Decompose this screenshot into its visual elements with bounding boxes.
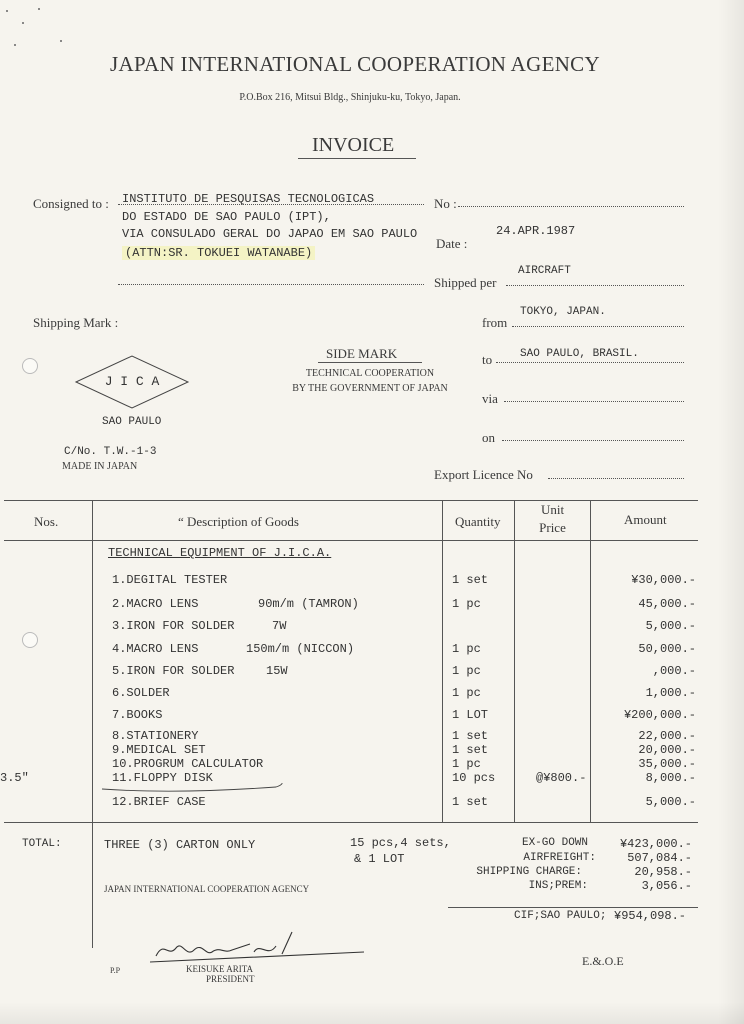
date-value: 24.APR.1987 xyxy=(496,224,576,238)
doc-title: INVOICE xyxy=(312,134,395,156)
header-nos: Nos. xyxy=(34,514,59,529)
item-description: 2.MACRO LENS xyxy=(112,597,199,611)
shipping-charge-label: SHIPPING CHARGE: xyxy=(476,866,582,878)
from-label: from xyxy=(482,315,508,330)
signer-title: PRESIDENT xyxy=(206,974,255,984)
item-quantity: 1 set xyxy=(452,573,489,587)
on-label: on xyxy=(482,430,495,445)
item-amount: 45,000.- xyxy=(638,597,696,611)
item-quantity: 1 pc xyxy=(452,686,481,700)
item-quantity: 1 pc xyxy=(452,757,481,771)
total-lots: & 1 LOT xyxy=(354,852,405,866)
shipped-per-label: Shipped per xyxy=(434,275,497,290)
pp-label: P.P xyxy=(110,966,121,975)
mark-city: SAO PAULO xyxy=(102,416,162,428)
floppy-handwritten-underline xyxy=(100,783,290,795)
handwritten-signature xyxy=(150,928,370,968)
item-amount: 35,000.- xyxy=(638,757,696,771)
item-description: 1.DEGITAL TESTER xyxy=(112,573,228,587)
column-divider xyxy=(514,500,515,822)
header-quantity: Quantity xyxy=(455,514,501,529)
agency-address: P.O.Box 216, Mitsui Bldg., Shinjuku-ku, Tokyo, Japan. xyxy=(239,92,461,103)
paper-speck xyxy=(22,22,24,24)
item-description: 11.FLOPPY DISK xyxy=(112,771,213,785)
no-label: No : xyxy=(434,196,457,211)
item-amount: ¥200,000.- xyxy=(623,708,696,722)
punch-hole xyxy=(22,358,38,374)
item-description: 5.IRON FOR SOLDER xyxy=(112,664,235,678)
consignee-dotline xyxy=(118,204,424,205)
item-spec: 3.5" xyxy=(0,771,29,785)
consigned-to-label: Consigned to : xyxy=(33,196,109,211)
paper-shadow-bottom xyxy=(0,1002,744,1024)
punch-hole xyxy=(22,632,38,648)
on-dotline xyxy=(502,440,684,441)
footer-agency: JAPAN INTERNATIONAL COOPERATION AGENCY xyxy=(104,884,310,894)
item-amount: 20,000.- xyxy=(638,743,696,757)
paper-speck xyxy=(60,40,62,42)
total-cartons: THREE (3) CARTON ONLY xyxy=(104,838,256,852)
column-divider xyxy=(442,500,443,822)
title-underline xyxy=(298,158,416,159)
item-description: 8.STATIONERY xyxy=(112,729,199,743)
consignee-attn: (ATTN:SR. TOKUEI WATANABE) xyxy=(122,246,315,260)
airfreight-value: 507,084.- xyxy=(627,851,692,865)
item-description: 9.MEDICAL SET xyxy=(112,743,206,757)
item-spec: 15W xyxy=(266,664,288,678)
cif-value: ¥954,098.- xyxy=(614,909,687,923)
paper-speck xyxy=(6,10,8,12)
insurance-label: INS;PREM: xyxy=(528,880,588,892)
jica-mark-text: J I C A xyxy=(104,374,160,389)
consignee-line-2: DO ESTADO DE SAO PAULO (IPT), xyxy=(122,210,331,224)
from-value: TOKYO, JAPAN. xyxy=(520,306,606,318)
export-dotline xyxy=(548,478,684,479)
item-description: 6.SOLDER xyxy=(112,686,170,700)
table-items-border xyxy=(4,822,698,823)
header-unit: Unit xyxy=(540,502,565,517)
item-quantity: 1 pc xyxy=(452,642,481,656)
date-label: Date : xyxy=(436,236,468,251)
side-mark-line-2: BY THE GOVERNMENT OF JAPAN xyxy=(292,383,448,394)
item-description: 4.MACRO LENS xyxy=(112,642,199,656)
via-dotline xyxy=(504,401,684,402)
carton-number: C/No. T.W.-1-3 xyxy=(64,446,157,458)
item-spec: 150m/m (NICCON) xyxy=(246,642,355,656)
item-description: 12.BRIEF CASE xyxy=(112,795,206,809)
item-amount: 1,000.- xyxy=(645,686,696,700)
item-spec: 90m/m (TAMRON) xyxy=(258,597,359,611)
item-amount: 8,000.- xyxy=(645,771,696,785)
from-dotline xyxy=(512,326,684,327)
cif-rule xyxy=(448,907,698,908)
side-mark-underline xyxy=(318,362,422,363)
item-quantity: 10 pcs xyxy=(452,771,496,785)
item-quantity: 1 LOT xyxy=(452,708,489,722)
shipped-per-value: AIRCRAFT xyxy=(518,265,571,277)
section-title: TECHNICAL EQUIPMENT OF J.I.C.A. xyxy=(108,546,332,560)
exgo-label: EX-GO DOWN xyxy=(521,837,588,849)
airfreight-label: AIRFREIGHT: xyxy=(523,852,596,864)
paper-shadow-right xyxy=(718,0,744,1024)
shipped-dotline xyxy=(506,285,684,286)
item-description: 3.IRON FOR SOLDER xyxy=(112,619,235,633)
item-quantity: 1 set xyxy=(452,729,489,743)
to-label: to xyxy=(482,352,493,367)
item-amount: 22,000.- xyxy=(638,729,696,743)
agency-name: JAPAN INTERNATIONAL COOPERATION AGENCY xyxy=(110,52,600,76)
paper-speck xyxy=(38,8,40,10)
made-in-japan: MADE IN JAPAN xyxy=(62,461,138,472)
to-dotline xyxy=(496,362,684,363)
total-label: TOTAL: xyxy=(22,838,62,850)
no-dotline xyxy=(458,206,684,207)
header-description: “ Description of Goods xyxy=(178,514,299,529)
item-amount: 5,000.- xyxy=(645,795,696,809)
side-mark-title: SIDE MARK xyxy=(326,346,398,361)
export-licence-label: Export Licence No xyxy=(434,467,533,482)
item-amount: ¥30,000.- xyxy=(631,573,696,587)
item-description: 10.PROGRUM CALCULATOR xyxy=(112,757,264,771)
signer-name: KEISUKE ARITA xyxy=(186,964,254,974)
column-divider xyxy=(92,500,93,948)
via-label: via xyxy=(482,391,498,406)
insurance-value: 3,056.- xyxy=(641,879,692,893)
item-unit-price: @¥800.- xyxy=(536,771,587,785)
item-quantity: 1 set xyxy=(452,795,489,809)
header-amount: Amount xyxy=(624,512,667,527)
item-amount: 50,000.- xyxy=(638,642,696,656)
shipping-mark-label: Shipping Mark : xyxy=(33,315,119,330)
header-price: Price xyxy=(539,520,566,535)
consignee-dotline xyxy=(118,284,424,285)
total-pieces: 15 pcs,4 sets, xyxy=(350,836,451,850)
to-value: SAO PAULO, BRASIL. xyxy=(520,348,639,360)
paper-speck xyxy=(14,44,16,46)
table-top-border xyxy=(4,500,698,501)
consignee-line-1: INSTITUTO DE PESQUISAS TECNOLOGICAS xyxy=(122,192,375,206)
item-quantity: 1 pc xyxy=(452,597,481,611)
item-quantity: 1 pc xyxy=(452,664,481,678)
eoe-note: E.&.O.E xyxy=(582,954,624,968)
exgo-value: ¥423,000.- xyxy=(619,837,692,851)
table-header-border xyxy=(4,540,698,541)
shipping-charge-value: 20,958.- xyxy=(634,865,692,879)
item-quantity: 1 set xyxy=(452,743,489,757)
consignee-line-3: VIA CONSULADO GERAL DO JAPAO EM SAO PAULO xyxy=(122,227,418,241)
item-amount: 5,000.- xyxy=(645,619,696,633)
side-mark-line-1: TECHNICAL COOPERATION xyxy=(305,368,435,379)
item-spec: 7W xyxy=(272,619,287,633)
cif-label: CIF;SAO PAULO; xyxy=(514,910,607,922)
item-amount: ,000.- xyxy=(652,664,696,678)
item-description: 7.BOOKS xyxy=(112,708,163,722)
